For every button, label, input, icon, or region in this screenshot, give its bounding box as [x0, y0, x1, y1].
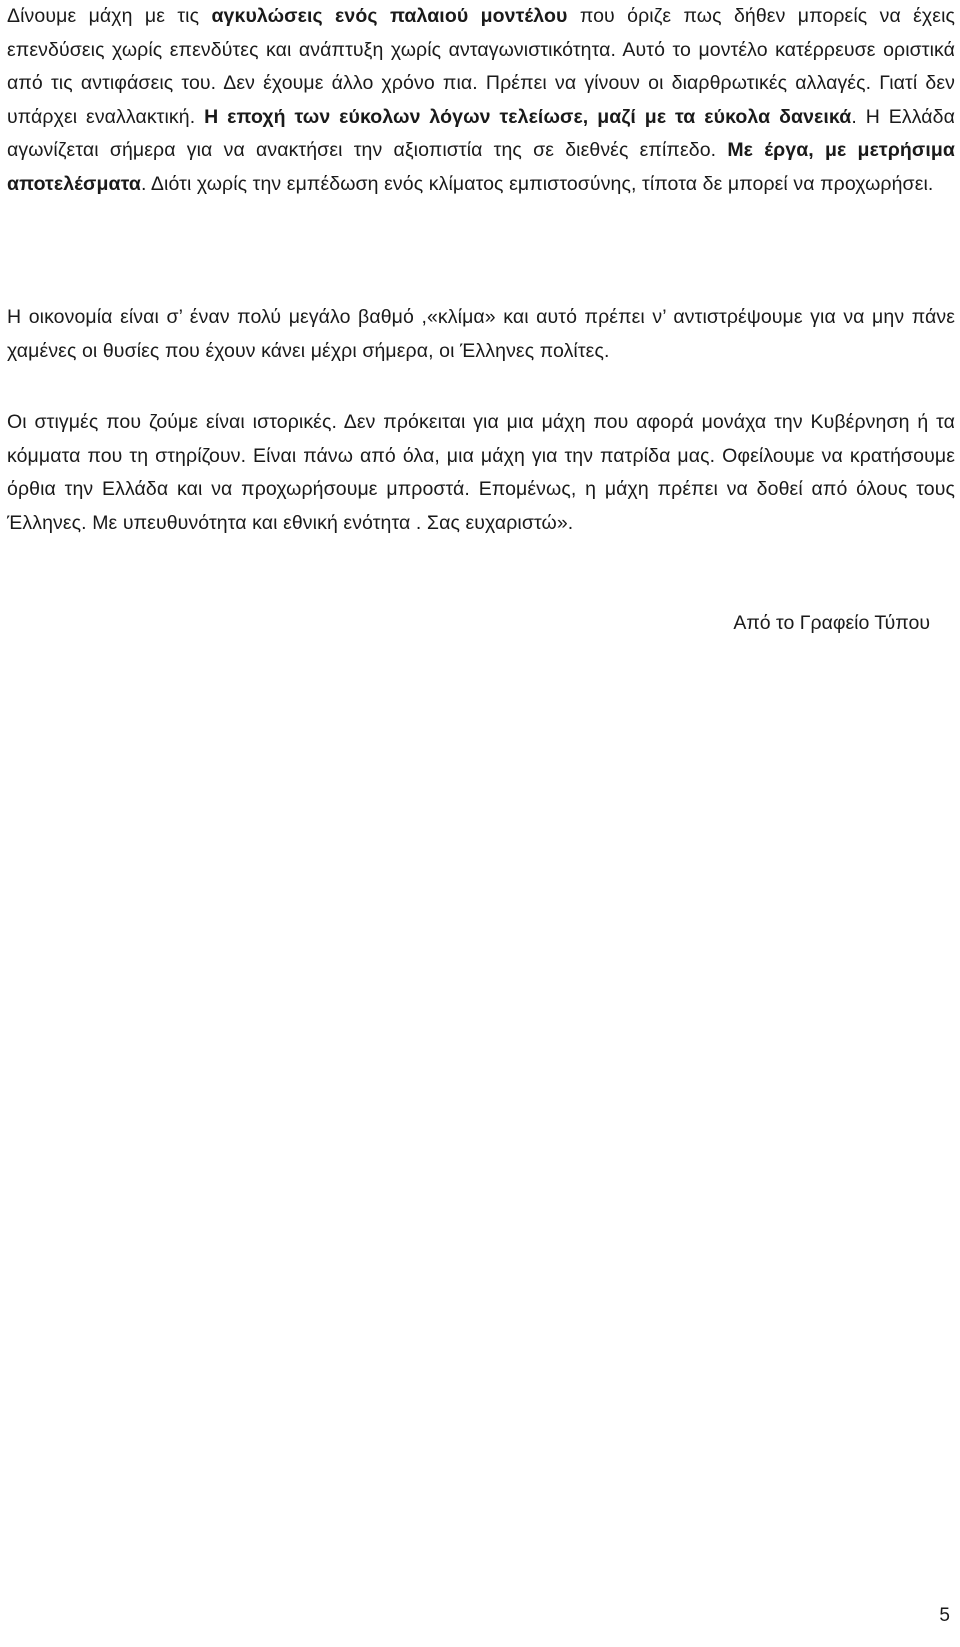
- body-paragraph-3: Οι στιγμές που ζούμε είναι ιστορικές. Δεν πρόκειται για μια μάχη που αφορά μονάχα την Κυβέρνηση ή τα κόμματα που τη στηρίζουν. Είναι πάνω από όλα, μια μάχη για την πατρίδα μας. Οφείλουμε να κρατήσουμε όρθια την Ελλάδα και να προχωρήσουμε μπροστά. Επομένως, η μάχη πρέπει να δοθεί από όλους τους Έλληνες. Με υπευθυνότητα και εθνική ενότητα . Σας ευχαριστώ».: [7, 411, 955, 534]
- page-number: 5: [939, 1605, 950, 1626]
- paragraph-1-bold-3: Με έργα, με μετρήσιμα αποτελέσματα: [7, 139, 955, 195]
- paragraph-1-text-1: Δίνουμε μάχη με τις: [7, 5, 212, 27]
- paragraph-1-text-2: που όριζε πως δήθεν μπορείς να έχεις επενδύσεις χωρίς επενδύτες και ανάπτυξη χωρίς ανταγωνιστικότητα. Αυτό το μοντέλο κατέρρευσε οριστικά από τις αντιφάσεις του. Δεν έχουμε άλλο χρόνο πια. Πρέπει να γίνουν οι διαρθρωτικές αλλαγές. Γιατί δεν υπάρχει εναλλακτική.: [7, 5, 955, 128]
- paragraph-1-bold-1: αγκυλώσεις ενός παλαιού μοντέλου: [211, 5, 568, 27]
- paragraph-1-text-4: . Διότι χωρίς την εμπέδωση ενός κλίματος εμπιστοσύνης, τίποτα δε μπορεί να προχωρήσει.: [140, 172, 934, 195]
- paragraph-1-bold-2: Η εποχή των εύκολων λόγων τελείωσε, μαζί με τα εύκολα δανεικά: [204, 105, 852, 128]
- body-paragraph-2: Η οικονομία είναι σ’ έναν πολύ μεγάλο βαθμό ,«κλίμα» και αυτό πρέπει ν’ αντιστρέψουμε για να μην πάνε χαμένες οι θυσίες που έχουν κάνει μέχρι σήμερα, οι Έλληνες πολίτες.: [7, 306, 955, 362]
- signature-line: Από το Γραφείο Τύπου: [733, 612, 930, 634]
- body-paragraph-1: [7, 0, 955, 201]
- paragraph-1-text-3: . Η Ελλάδα αγωνίζεται σήμερα για να ανακτήσει την αξιοπιστία της σε διεθνές επίπεδο.: [7, 105, 955, 161]
